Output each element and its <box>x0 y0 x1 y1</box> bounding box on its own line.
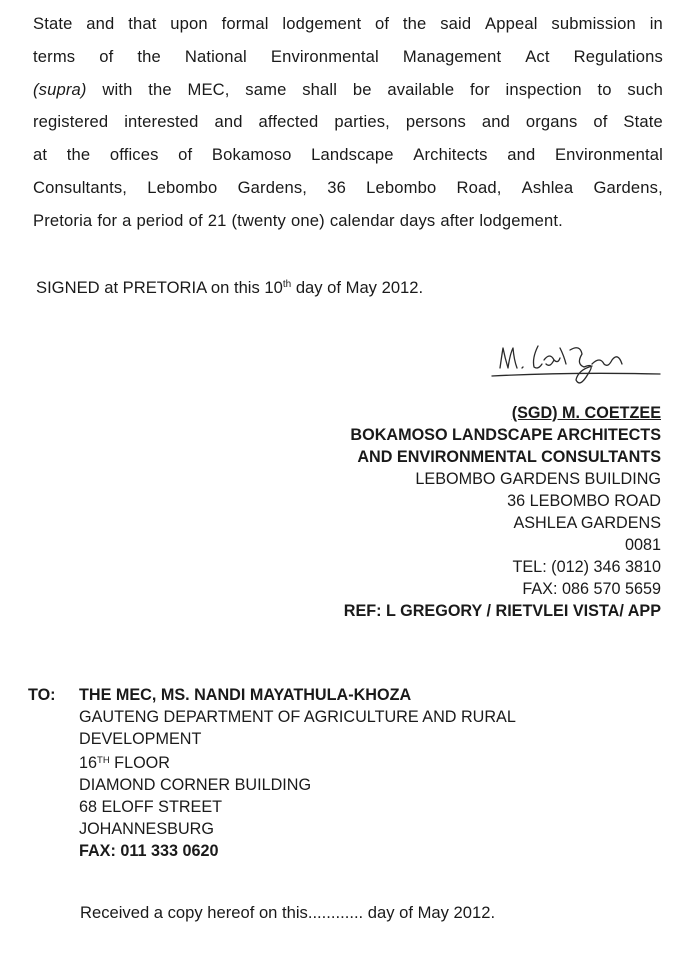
paragraph-word: days <box>399 210 436 230</box>
paragraph-word: submission <box>551 14 636 33</box>
sender-block <box>344 402 661 622</box>
paragraph-word: Gardens, <box>593 177 663 197</box>
to-label: TO: <box>28 686 56 704</box>
paragraph-word: Lebombo <box>366 177 437 197</box>
recipient-street: 68 ELOFF STREET <box>79 798 223 816</box>
recipient-building: DIAMOND CORNER BUILDING <box>79 776 312 794</box>
paragraph-word: Management <box>402 46 502 66</box>
paragraph-word: State <box>623 112 663 132</box>
signed-suffix: day of May 2012. <box>291 278 424 297</box>
sender-street: 36 LEBOMBO ROAD <box>507 492 661 510</box>
recipient-floor <box>79 750 516 774</box>
paragraph-word: persons <box>405 112 466 132</box>
signed-line <box>36 278 423 298</box>
sender-ref: REF: L GREGORY / RIETVLEI VISTA/ APP <box>343 602 661 620</box>
paragraph-word: in <box>649 14 663 33</box>
received-line: Received a copy hereof on this............ day of May 2012. <box>80 903 496 922</box>
paragraph-word: Gardens, <box>237 177 308 197</box>
paragraph-line <box>33 106 663 139</box>
paragraph-word: Act <box>525 46 550 66</box>
recipient-fax: FAX: 011 333 0620 <box>79 842 219 860</box>
paragraph-word: available <box>387 79 455 99</box>
floor-word: FLOOR <box>109 754 170 772</box>
paragraph-word: Bokamoso <box>211 145 292 165</box>
floor-number: 16 <box>79 754 98 772</box>
paragraph-word: lodgement. <box>479 210 563 230</box>
paragraph-word: interested <box>124 112 199 132</box>
paragraph-word: of <box>593 112 608 132</box>
paragraph-word: at <box>33 145 48 165</box>
paragraph-word: the <box>137 46 161 66</box>
recipient-city: JOHANNESBURG <box>79 820 214 838</box>
signed-ordinal: th <box>282 279 292 290</box>
paragraph-line <box>33 8 663 41</box>
paragraph-word: that <box>128 14 157 33</box>
paragraph-line <box>33 172 663 205</box>
paragraph-word: calendar <box>329 210 395 230</box>
paragraph-word: after <box>440 210 475 230</box>
paragraph-word: (twenty <box>231 210 287 230</box>
paragraph-word: said <box>440 14 472 33</box>
paragraph-word: the <box>66 145 91 165</box>
paragraph-word: the <box>148 79 172 99</box>
paragraph-word: registered <box>33 112 109 132</box>
paragraph-word: with <box>102 79 133 99</box>
org-name-line1: BOKAMOSO LANDSCAPE ARCHITECTS <box>350 426 661 444</box>
org-name-line2: AND ENVIRONMENTAL CONSULTANTS <box>357 448 661 466</box>
paragraph-word: inspection <box>505 79 582 99</box>
paragraph-word: a <box>122 210 132 230</box>
paragraph-word: lodgement <box>282 14 362 33</box>
paragraph-word: to <box>597 79 612 99</box>
appeal-paragraph <box>33 8 663 238</box>
paragraph-word: for <box>469 79 490 99</box>
paragraph-word: and <box>507 145 536 165</box>
paragraph-word: of <box>178 145 193 165</box>
sender-suburb: ASHLEA GARDENS <box>513 514 661 532</box>
paragraph-word: Appeal <box>485 14 538 33</box>
paragraph-line <box>33 41 663 74</box>
paragraph-line <box>33 205 663 238</box>
sender-building: LEBOMBO GARDENS BUILDING <box>415 470 661 488</box>
paragraph-word: of <box>374 14 390 33</box>
paragraph-line <box>33 74 663 107</box>
paragraph-word: such <box>627 79 663 99</box>
paragraph-word: (supra) <box>33 79 87 99</box>
sender-fax: FAX: 086 570 5659 <box>522 580 661 598</box>
paragraph-word: offices <box>109 145 159 165</box>
sender-tel: TEL: (012) 346 3810 <box>512 558 661 576</box>
recipient-block <box>79 684 516 862</box>
paragraph-word: same <box>245 79 287 99</box>
paragraph-word: Environmental <box>270 46 379 66</box>
paragraph-word: of <box>99 46 114 66</box>
recipient-name: THE MEC, MS. NANDI MAYATHULA-KHOZA <box>79 686 412 704</box>
paragraph-word: Ashlea <box>521 177 574 197</box>
paragraph-word: Environmental <box>554 145 663 165</box>
paragraph-word: and <box>214 112 243 132</box>
paragraph-word: formal <box>221 14 269 33</box>
paragraph-word: parties, <box>334 112 390 132</box>
paragraph-word: 21 <box>207 210 227 230</box>
handwritten-signature <box>488 334 666 394</box>
signed-prefix: SIGNED at PRETORIA on this 10 <box>36 278 283 297</box>
paragraph-word: period <box>136 210 184 230</box>
paragraph-word: the <box>402 14 427 33</box>
paragraph-word: and <box>481 112 510 132</box>
paragraph-word: Regulations <box>573 46 663 66</box>
paragraph-word: Road, <box>456 177 502 197</box>
paragraph-word: upon <box>170 14 208 33</box>
paragraph-word: 36 <box>327 177 346 197</box>
recipient-dept-line2: DEVELOPMENT <box>79 730 202 748</box>
paragraph-word: Lebombo <box>147 177 218 197</box>
paragraph-word: Landscape <box>311 145 394 165</box>
paragraph-word: for <box>97 210 118 230</box>
paragraph-word: be <box>352 79 372 99</box>
floor-ordinal: TH <box>97 755 110 766</box>
paragraph-word: shall <box>302 79 338 99</box>
sgd-name: (SGD) M. COETZEE <box>511 404 661 422</box>
paragraph-word: organs <box>525 112 578 132</box>
paragraph-word: affected <box>258 112 319 132</box>
paragraph-word: National <box>184 46 247 66</box>
paragraph-word: Pretoria <box>33 210 93 230</box>
paragraph-word: State <box>33 14 73 33</box>
paragraph-word: Architects <box>413 145 488 165</box>
paragraph-word: of <box>188 210 203 230</box>
paragraph-word: MEC, <box>187 79 230 99</box>
paragraph-word: Consultants, <box>33 177 128 197</box>
paragraph-word: terms <box>33 46 76 66</box>
paragraph-word: and <box>86 14 115 33</box>
recipient-dept-line1: GAUTENG DEPARTMENT OF AGRICULTURE AND RURAL <box>79 708 516 726</box>
paragraph-line <box>33 139 663 172</box>
sender-postal-code: 0081 <box>624 536 661 554</box>
paragraph-word: one) <box>291 210 325 230</box>
